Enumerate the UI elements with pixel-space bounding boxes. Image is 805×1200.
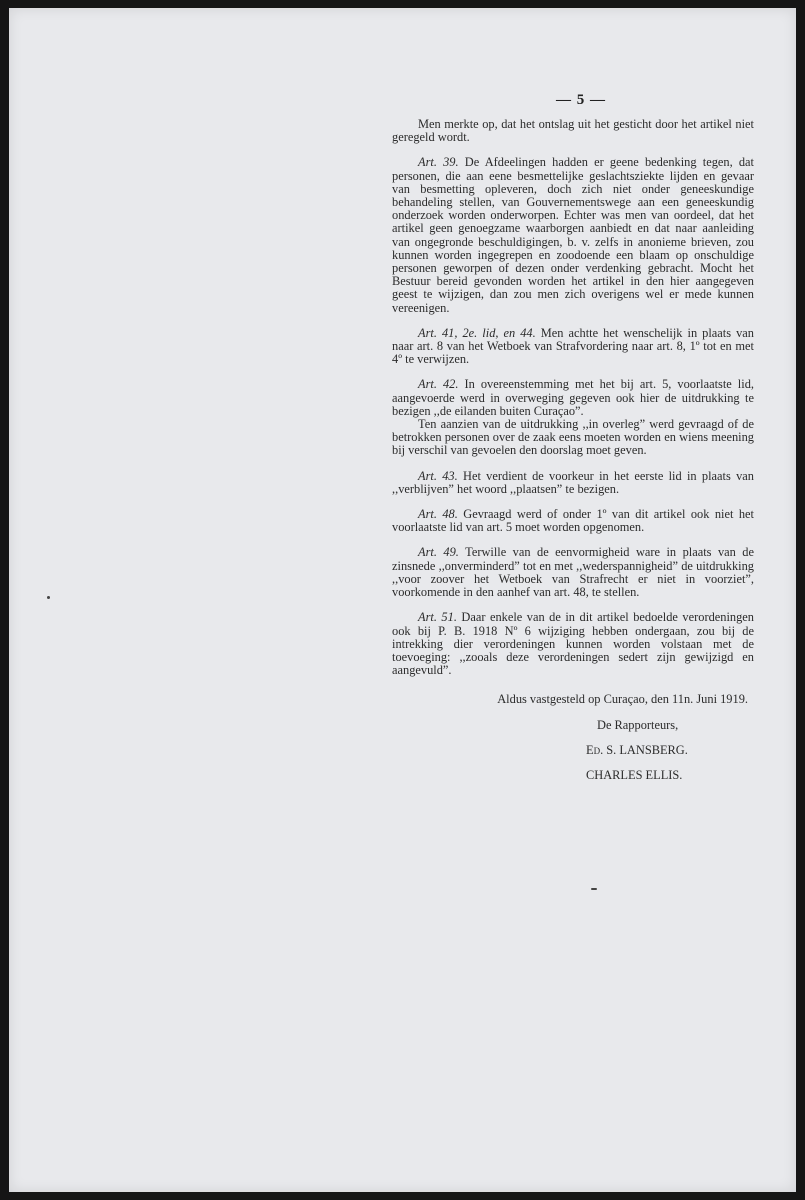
paragraph-text: In overeenstemming met het bij art. 5, voorlaatste lid, aangevoerde werd in overweging gegeven ook hier de uitdrukking te bezigen ,,de eilanden buiten Curaçao”. xyxy=(392,377,754,418)
paragraph-text: De Afdeelingen hadden er geene bedenking tegen, dat personen, die aan eene besmettelijke geslachtsziekte lijden en gevaar van besmetting opleveren, doch zich niet onder geneeskundige behandeling stellen, van Gouvernementswege aan een geneeskundig onderzoek worden onderworpen. Echter was men van oordeel, dat het artikel geen genoegzame waarborgen aanbiedt en dat naar aanleiding van ongegronde beschuldigingen, b. v. zelfs in anonieme brieven, zou kunnen worden ingegrepen en zoodoende een blaam op onschuldige personen geworpen of dezen onder verdenking gebracht. Mocht het Bestuur bereid gevonden worden het artikel in den hier aangegeven geest te wijzigen, dan zou men zich overigens wel er mede kunnen vereenigen. xyxy=(392,155,754,315)
paragraph-text: Gevraagd werd of onder 1º van dit artikel ook niet het voorlaatste lid van art. 5 moet worden opgenomen. xyxy=(392,507,754,535)
paragraph-art-42-continued xyxy=(392,418,754,458)
paragraph-text: Het verdient de voorkeur in het eerste lid in plaats van ,,verblijven” het woord ,,plaatsen” te bezigen. xyxy=(392,468,754,496)
article-reference: Art. 43. xyxy=(418,468,458,483)
paragraph-text: Terwille van de eenvormigheid ware in plaats van de zinsnede ,,onverminderd” tot en met ,,wederspannigheid” de uitdrukking ,,voor zoover het Wetboek van Strafrecht er niet in voorziet”, voorkomende in den aanhef van art. 48, te stellen. xyxy=(392,545,754,600)
paragraph-art-42 xyxy=(392,378,754,418)
article-reference: Art. 51. xyxy=(418,610,457,625)
page-number: — 5 — xyxy=(556,92,606,108)
paragraph-art-51 xyxy=(392,611,754,677)
article-reference: Art. 49. xyxy=(418,545,459,560)
paragraph-art-39 xyxy=(392,156,754,314)
signatory-name: Ed. S. LANSBERG. xyxy=(586,742,688,757)
paragraph-text: Ten aanzien van de uitdrukking ,,in overleg” werd gevraagd of de betrokken personen over de zaak eens moeten worden en wiens meening bij verschil van gevoelen den doorslag moet geven. xyxy=(392,417,754,458)
paragraph-intro xyxy=(392,118,754,144)
paragraph-art-48 xyxy=(392,508,754,534)
paragraph-text: Daar enkele van de in dit artikel bedoelde verordeningen ook bij P. B. 1918 Nº 6 wijziging hebben ondergaan, zou bij de intrekking dier verordeningen kunnen worden volstaan met de toevoeging: ,,zooals deze verordeningen sedert zijn gewijzigd en aangevuld”. xyxy=(392,610,754,678)
closing-line: Aldus vastgesteld op Curaçao, den 11n. Juni 1919. xyxy=(497,692,748,707)
signatories-heading: De Rapporteurs, xyxy=(597,717,679,732)
paragraph-text: Men achtte het wenschelijk in plaats van naar art. 8 van het Wetboek van Strafvordering naar art. 8, 1º tot en met 4º te verwijzen. xyxy=(392,325,754,367)
article-reference: Art. 42. xyxy=(418,377,459,392)
paper-speck xyxy=(591,888,597,890)
paragraph-art-49 xyxy=(392,546,754,599)
article-reference: Art. 48. xyxy=(418,507,458,522)
paper-speck xyxy=(47,596,50,599)
article-reference: Art. 41, 2e. lid, en 44. xyxy=(418,325,536,340)
signatory-name: CHARLES ELLIS. xyxy=(586,767,683,782)
paragraph-text: Men merkte op, dat het ontslag uit het gesticht door het artikel niet geregeld wordt. xyxy=(392,117,754,145)
article-reference: Art. 39. xyxy=(418,155,459,170)
paragraph-art-41-44 xyxy=(392,327,754,367)
document-body xyxy=(392,118,754,782)
paragraph-art-43 xyxy=(392,470,754,496)
